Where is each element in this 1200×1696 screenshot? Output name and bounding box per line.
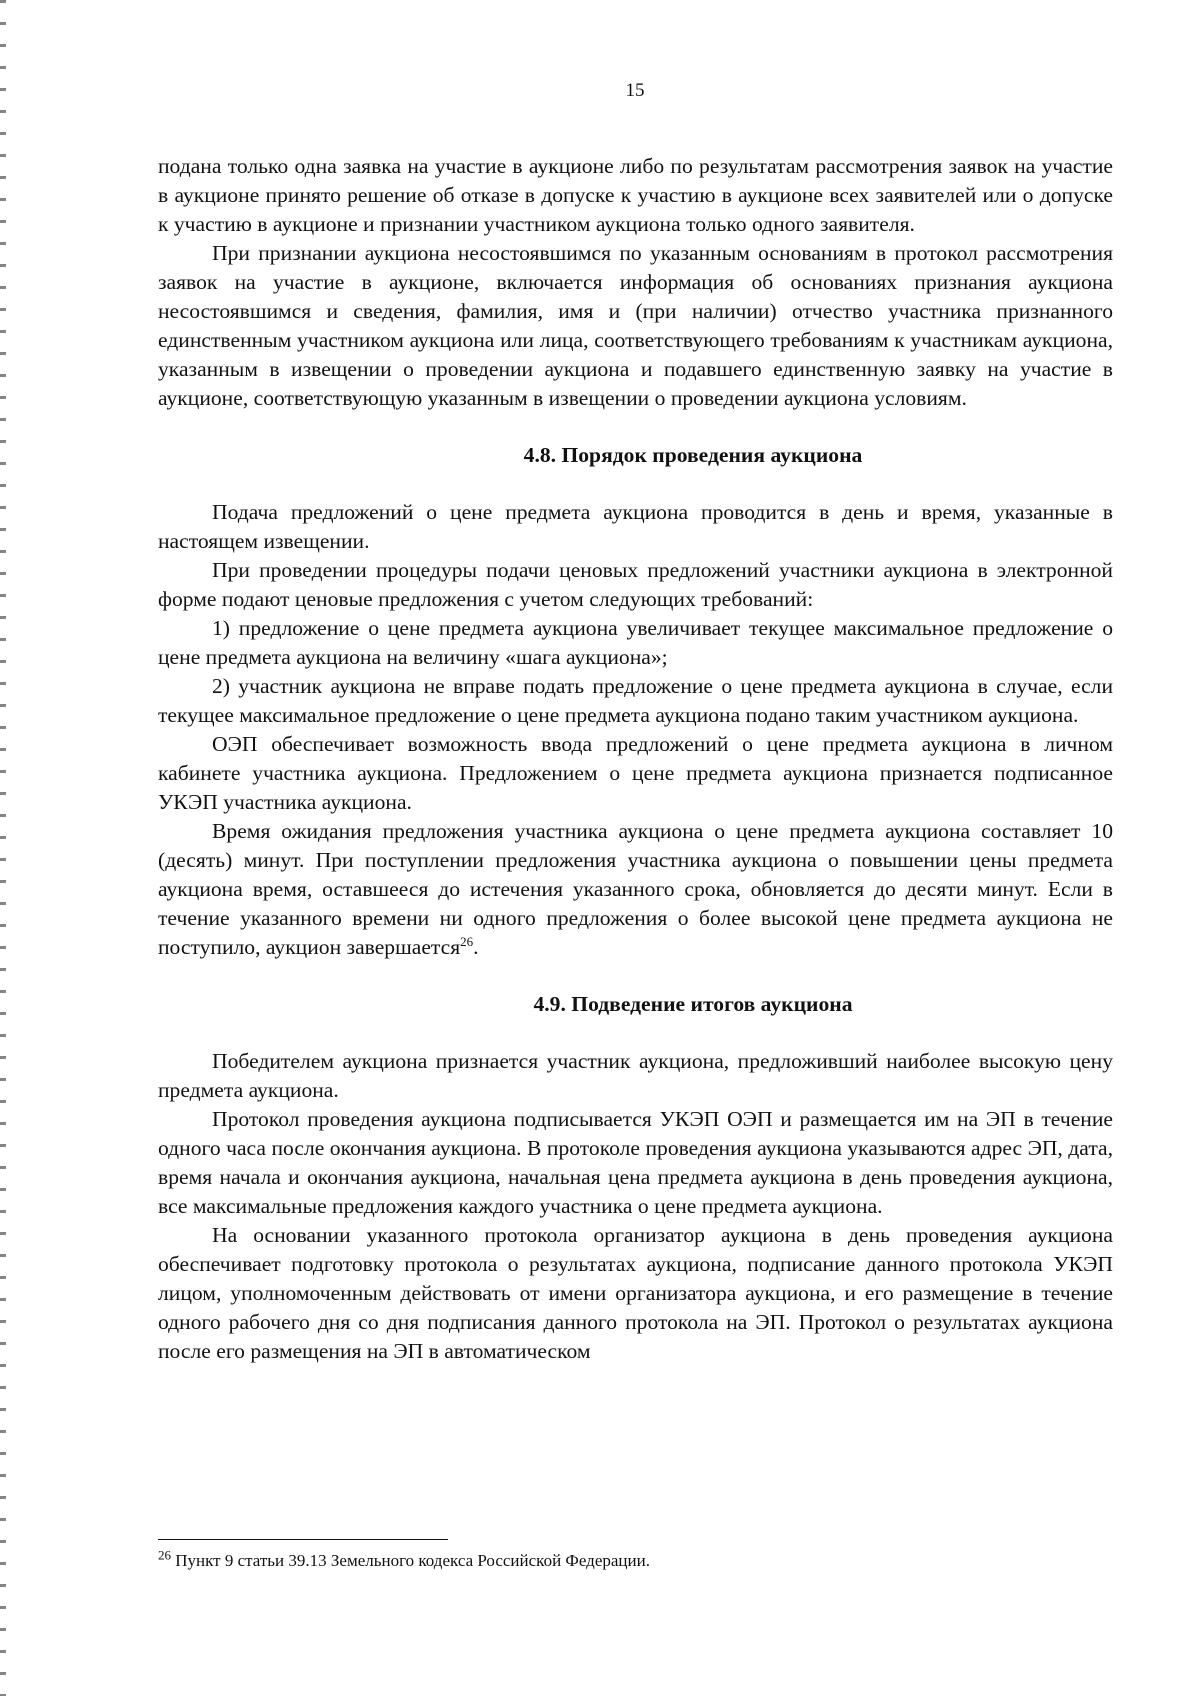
footnote-reference[interactable]: 26 xyxy=(460,933,474,949)
footnote-text: Пункт 9 статьи 39.13 Земельного кодекса Российской Федерации. xyxy=(171,1551,650,1570)
page-number: 15 xyxy=(625,80,645,101)
section-heading-4-9: 4.9. Подведение итогов аукциона xyxy=(533,992,853,1016)
paragraph-with-footnote xyxy=(158,817,1113,962)
document-body xyxy=(158,152,1113,1366)
paragraph: При признании аукциона несостоявшимся по указанным основаниям в протокол рассмотрения заявок на участие в аукционе, включается информация об основаниях признания аукциона несостоявшимся и сведения, фамилия, имя и (при наличии) отчество участника признанного единственным участником аукциона или лица, соответствующего требованиям к участникам аукциона, указанным в извещении о проведении аукциона и подавшего единственную заявку на участие в аукционе, соответствующую указанным в извещении о проведении аукциона условиям. xyxy=(158,241,1113,410)
paragraph: Протокол проведения аукциона подписывается УКЭП ОЭП и размещается им на ЭП в течение одного часа после окончания аукциона. В протоколе проведения аукциона указываются адрес ЭП, дата, время начала и окончания аукциона, начальная цена предмета аукциона в день проведения аукциона, все максимальные предложения каждого участника о цене предмета аукциона. xyxy=(158,1107,1113,1218)
footnote xyxy=(158,1547,1113,1572)
paragraph-continuation: подана только одна заявка на участие в аукционе либо по результатам рассмотрения заявок на участие в аукционе принято решение об отказе в допуске к участию в аукционе всех заявителей или о допуске к участию в аукционе и признании участником аукциона только одного заявителя. xyxy=(158,154,1113,236)
scan-edge-artifact xyxy=(0,0,6,1696)
footnote-number: 26 xyxy=(158,1547,171,1563)
paragraph-text: Время ожидания предложения участника аукциона о цене предмета аукциона составляет 10 (десять) минут. При поступлении предложения участника аукциона о повышении цены предмета аукциона время, оставшееся до истечения указанного срока, обновляется до десяти минут. Если в течение указанного времени ни одного предложения о более высокой цене предмета аукциона не поступило, аукцион завершается xyxy=(158,819,1113,959)
paragraph-end: . xyxy=(473,935,479,959)
paragraph: На основании указанного протокола организатор аукциона в день проведения аукциона обеспечивает подготовку протокола о результатах аукциона, подписание данного протокола УКЭП лицом, уполномоченным действовать от имени организатора аукциона, и его размещение в течение одного рабочего дня со дня подписания данного протокола на ЭП. Протокол о результатах аукциона после его размещения на ЭП в автоматическом xyxy=(158,1223,1113,1363)
paragraph: Победителем аукциона признается участник аукциона, предложивший наиболее высокую цену предмета аукциона. xyxy=(158,1049,1113,1102)
list-item: 2) участник аукциона не вправе подать предложение о цене предмета аукциона в случае, если текущее максимальное предложение о цене предмета аукциона подано таким участником аукциона. xyxy=(158,674,1113,727)
list-item: 1) предложение о цене предмета аукциона увеличивает текущее максимальное предложение о цене предмета аукциона на величину «шага аукциона»; xyxy=(158,616,1113,669)
paragraph: ОЭП обеспечивает возможность ввода предложений о цене предмета аукциона в личном кабинете участника аукциона. Предложением о цене предмета аукциона признается подписанное УКЭП участника аукциона. xyxy=(158,732,1113,814)
footnote-separator xyxy=(158,1539,448,1540)
paragraph: Подача предложений о цене предмета аукциона проводится в день и время, указанные в настоящем извещении. xyxy=(158,500,1113,553)
section-heading-4-8: 4.8. Порядок проведения аукциона xyxy=(523,443,863,467)
paragraph: При проведении процедуры подачи ценовых предложений участники аукциона в электронной форме подают ценовые предложения с учетом следующих требований: xyxy=(158,558,1113,611)
